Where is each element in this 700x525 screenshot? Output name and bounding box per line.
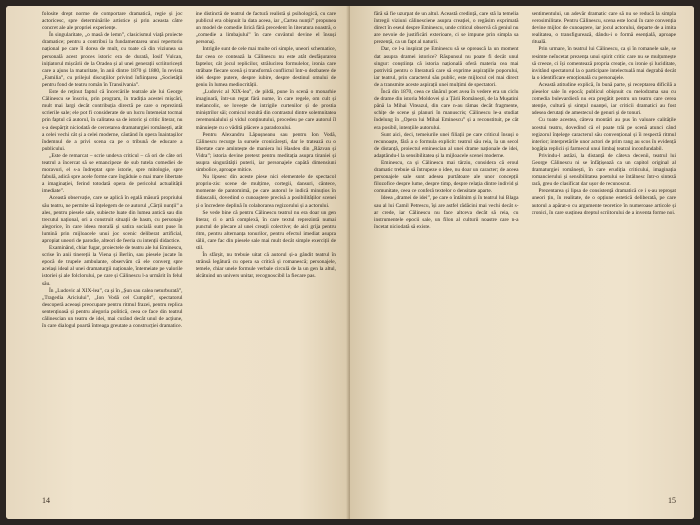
paragraph: În singularitate, „o masă de lemn”, clasicismul viață proiecte dramatice; pentru a contribui la fundamentarea unui repertoriu național pe care îl dorea de mult, cu toate că din viziunea sa personală acest proces istoric era de durată, Iosif Vulcan, inițiatorul mișcării de la Oradea și al unei generații scriitoricești care a ajuns la maturitate, în anii dintre 1870 și 1880, în revista „Familia”, cu prilejul discuțiilor privind înființarea „Societății pentru fond de teatru român în Transilvania”. <box>42 32 183 88</box>
paragraph: Prin urmare, în teatrul lui Călinescu, ca și în romanele sale, se resimte neîncetat prezența unui spirit critic care nu se mulțumește să creeze, ci își comentează propria creație, cu ironie și luciditate, invitând spectatorul la o participare intelectuală mai degrabă decât la o identificare emoțională cu personajele. <box>531 46 676 81</box>
right-page-text <box>374 11 676 231</box>
paragraph: Se vede bine că pentru Călinescu teatrul nu era doar un gen literar, ci o artă complexă, în care textul reprezintă numai punctul de plecare al unei creații colective; de aici grija pentru ritm, pentru alternanța tonurilor, pentru efectul imediat asupra sălii, care fac din piesele sale mai mult decât simple exerciții de stil. <box>195 209 336 252</box>
paragraph: Este de reținut faptul că încercările teatrale ale lui George Călinescu se înscriu, prin program, în tradiția acestei mișcări, mult mai largi decât contribuția directă pe care o reprezintă scrierile sale; ele pot fi considerate de un lucru întemeiat tocmai prin faptul că autorul, în calitatea sa de istoric și critic literar, nu s-a despărțit niciodată de cercetarea dramaturgiei românești, atât a celei vechi cât și a celei moderne, căutând în opera înaintașilor îndemnul de a privi scena ca pe o tribună de educare a publicului. <box>42 89 183 152</box>
paragraph: Eminescu, ca și Călinescu mai târziu, considera că eroul dramatic trebuie să întrupeze o idee, nu doar un caracter; de aceea personajele sale sunt adesea purtătoare ale unor concepții filozofice despre lume, despre timp, despre relația dintre individ și comunitate, ceea ce conferă textelor o densitate aparte. <box>374 159 519 195</box>
paragraph: În „Ludovic al XIX-lea”, ca și în „Șun sau calea neturburată”, „Tragedia Ariciului”, „Ion Vodă cel Cumplit”, spectatorul descoperă aceeași preocupare pentru ritmul frazei, pentru replica sentențioasă și pentru alegoria politică, ceea ce face din teatrul călinescian un teatru de idei, mai curând decât unul de acțiune, în care dialogul poartă întreaga greutate a construcției dramatice. <box>42 287 183 330</box>
right-page-column-1 <box>374 11 519 231</box>
paragraph: fără să fie uzurpat de un altul. Această credință, care stă la temelia întregii viziuni călinesciene asupra creației, o regăsim exprimată direct în eseul despre Eminescu, unde criticul observă că geniul nu are nevoie de justificări exterioare, ci se impune prin simpla sa prezență, ca un fapt al naturii. <box>374 11 519 46</box>
page-number-right: 15 <box>668 496 676 505</box>
right-page-column-2 <box>532 11 677 231</box>
paragraph: Examinând, chiar fugar, proiectele de teatru ale lui Eminescu, scrise în anii tinereții la Viena și Berlin, sau piesele jucate în epocă de trupele ambulante, observăm că ele converg spre același ideal al unei dramaturgii naționale, întemeiate pe valorile istoriei și ale folclorului, pe care și Călinescu l-a urmărit în felul său. <box>42 245 183 287</box>
paragraph: Ideea „dramei de idei”, pe care o întâlnim și în teatrul lui Blaga sau al lui Camil Petrescu, își are astfel rădăcini mai vechi decât s-ar crede, iar Călinescu nu face altceva decât să reia, cu instrumentele epocii sale, un filon al culturii noastre care n-a încetat niciodată să existe. <box>374 195 519 230</box>
paragraph: Intrigile sunt de cele mai multe ori simple, uneori schematice, dar ceea ce contează la Călinescu nu este atât desfășurarea faptelor, cât jocul replicilor, strălucirea formulelor, ironia care străbate fiecare scenă și transformă conflictul într-o dezbatere de idei despre putere, despre iubire, despre destinul omului de geniu în lumea mediocrității. <box>195 46 336 88</box>
paragraph: Încă din 1870, ceea ce tânărul poet avea în vedere era un ciclu de drame din istoria Moldovei și a Țării Românești, de la Mușatini până la Mihai Viteazul, din care n-au rămas decât fragmente, schițe de scene și planuri în manuscris; Călinescu le-a studiat îndelung în „Opera lui Mihai Eminescu” și a reconstituit, pe cât era posibil, intențiile autorului. <box>374 89 519 131</box>
left-page <box>6 6 350 519</box>
paragraph: „Ludovic al XIX-lea”, de pildă, pune în scenă o monarhie imaginară, într-un regat fără nume, în care regele, om cult și melancolic, se lovește de intrigile curtenilor și de prostia miniștrilor săi; comicul rezultă din contrastul dintre solemnitatea ceremonialului și vidul conținutului, procedeu pe care autorul îl mânuiește cu o vădită plăcere a paradoxului. <box>195 89 336 131</box>
left-page-column-2 <box>196 11 337 330</box>
paragraph: Dar, ce l-a inspirat pe Eminescu să se oprească la un moment dat asupra dramei istorice? Răspunsul nu poate fi decât unul singur: conștiința că istoria națională oferă materia cea mai potrivită pentru o literatură care să exprime aspirațiile poporului, iar teatrul, prin caracterul său public, este mijlocul cel mai direct de a transmite aceste aspirații unei mulțimi de spectatori. <box>374 46 519 88</box>
paragraph: Privindu-l astăzi, la distanță de câteva decenii, teatrul lui George Călinescu ni se înfățișează ca un capitol original al dramaturgiei românești, în care erudiția criticului, imaginația romancierului și sensibilitatea poetului se întâlnesc într-o sinteză rară, greu de clasificat dar ușor de recunoscut. <box>531 152 676 188</box>
paragraph: Pentru Alexandru Lăpușneanu sau pentru Ion Vodă, Călinescu recurge la sursele cronicărești, dar le tratează cu o libertate care amintește de maniera lui Hasdeu din „Răzvan și Vidra”; istoria devine pretext pentru meditația asupra tiraniei și asupra singurătății puterii, iar personajele capătă dimensiuni simbolice, aproape mitice. <box>195 131 336 174</box>
paragraph: Această observație, care se aplică în egală măsură propriului său teatru, ne permite să înțelegem de ce autorul „Cărții nunții” a ales, pentru piesele sale, subiecte luate din lumea antică sau din trecutul național, ori a construit situații de basm, cu personaje alegorice, în care ideea morală și satira socială sunt puse în lumină prin mijloacele unui joc scenic deliberat artificial, apropiat uneori de parodie, alteori de feeria cu intenții didactice. <box>42 195 183 244</box>
paragraph: Cu toate acestea, câteva montări au pus în valoare calitățile acestui teatru, dovedind că el poate trăi pe scenă atunci când regizorul înțelege caracterul său convențional și îi respectă ritmul interior; interpretările unor actori de prim rang au scos în evidență bogăția replicii și farmecul unui limbaj teatral inconfundabil. <box>531 117 676 152</box>
paragraph: Prezentarea și lipsa de consistență dramatică ce i s-au reproșat uneori țin, în realitate, de o opțiune estetică deliberată, pe care autorul a apărat-o cu argumente teoretice în numeroase articole și cronici, în care susținea dreptul scriitorului de a inventa forme noi. <box>531 188 676 216</box>
page-number-left: 14 <box>42 496 50 505</box>
book-spread <box>6 6 694 519</box>
paragraph: folosite drept norme de comportare dramatică, regie și joc actoricesc, spre determinările artistice și prin aceasta către concret ale ale propriei experiențe. <box>42 11 183 32</box>
right-page <box>350 6 694 519</box>
paragraph: Această atitudine explică, în bună parte, și receptarea dificilă a pieselor sale în epocă; publicul obișnuit cu melodrama sau cu comedia bulevardieră nu era pregătit pentru un teatru care cerea atenție, cultură și simțul nuanței, iar criticii dramatici au fost adesea derutați de amestecul de genuri și de tonuri. <box>531 81 676 117</box>
paragraph: „Este de remarcat – scrie undeva criticul – că ori de câte ori teatrul a încercat să se emancipeze de sub tutela comediei de moravuri, el s-a îndreptat spre istorie, spre mitologie, spre fabulă, adică spre acele forme care îngăduie o mai mare libertate a imaginației, ferind totodată opera de pericolul actualității imediate”. <box>42 152 183 195</box>
paragraph: Nu lipsesc din aceste piese nici elementele de spectacol propriu-zis: scene de mulțime, cortegii, dansuri, cântece, momente de pantomimă, pe care autorul le indică minuțios în didascalii, dovedind o cunoaștere precisă a posibilităților scenei și o încredere deplină în colaborarea regizorului și a actorului. <box>195 174 336 209</box>
left-page-text <box>42 11 336 330</box>
left-page-column-1 <box>42 11 183 330</box>
paragraph: ine distinctă de teatrul de factură realistă și psihologică, cu care publicul era obișnuit la data aceea, iar „Cartea nunții” propunea un model de comedie lirică fără precedent în literatura noastră, o „comedie a limbajului” în care cuvântul devine el însuși personaj. <box>195 11 336 46</box>
paragraph: În sfârșit, nu trebuie uitat că autorul și-a gândit teatrul în strânsă legătură cu opera sa critică și romanescă; personajele, temele, chiar unele formule verbale circulă de la un gen la altul, alcătuind un univers unitar, recognoscibil la fiecare pas. <box>195 252 336 280</box>
paragraph: sentimentului, un adevăr dramatic care să nu se reducă la simpla verosimilitate. Pentru Călinescu, scena este locul în care convenția devine mijloc de cunoaștere, iar jocul actorului, departe de a imita realitatea, o transfigurează, dându-i o formă esențială, aproape rituală. <box>531 11 676 46</box>
paragraph: Sunt aici, deci, temeiurile unei filiații pe care criticul însuși o recunoaște, fără a o formula explicit: teatrul său reia, la un secol de distanță, proiectul eminescian al unei drame naționale de idei, adaptându-l la sensibilitatea și la mijloacele scenei moderne. <box>374 131 519 159</box>
